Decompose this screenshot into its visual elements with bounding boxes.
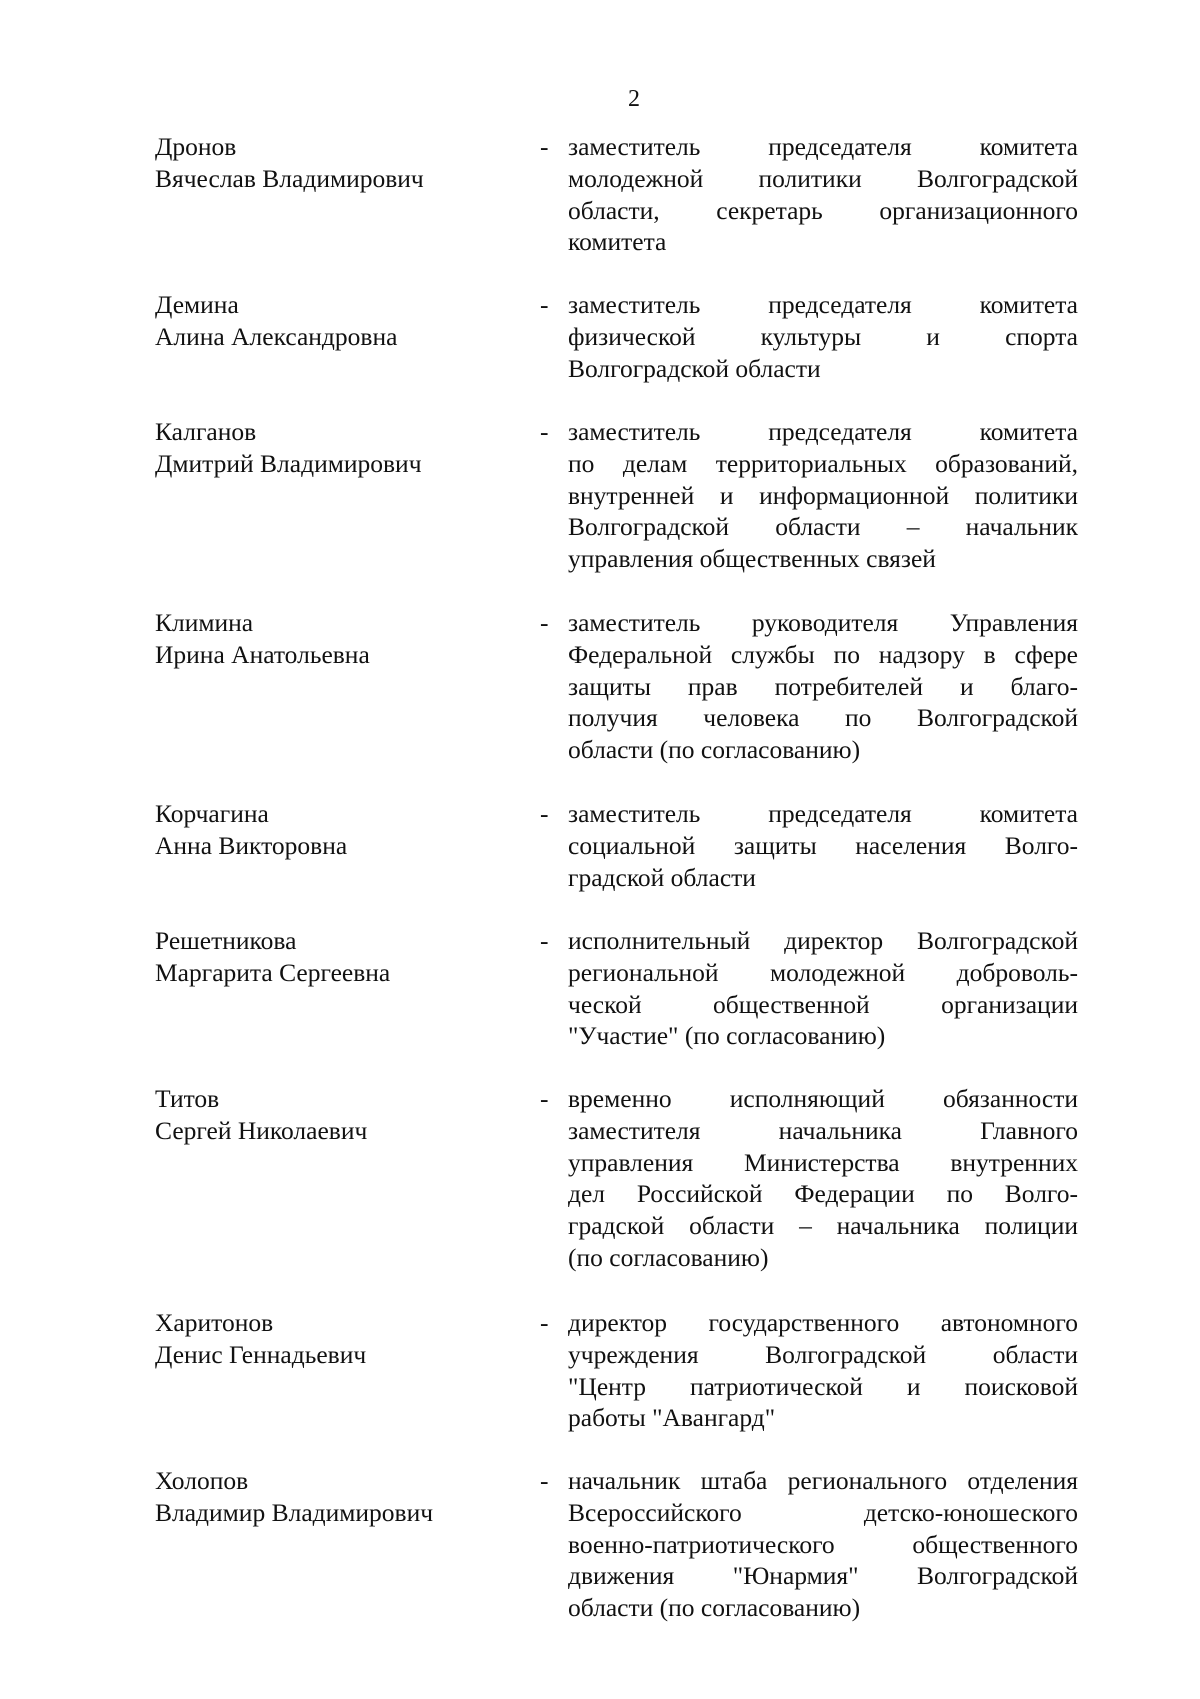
member-given-name: Маргарита Сергеевна	[155, 957, 391, 987]
position-line: военно-патриотического общественного	[568, 1529, 1078, 1559]
position-line: Федеральной службы по надзору в сфере	[568, 639, 1078, 669]
position-line: Волгоградской области – начальник	[568, 512, 1078, 542]
position-line: области (по согласованию)	[568, 1593, 861, 1623]
member-surname: Дронов	[155, 132, 237, 161]
member-surname: Холопов	[155, 1466, 249, 1495]
member-name	[155, 798, 525, 862]
position-line: области (по согласованию)	[568, 735, 861, 765]
member-surname: Титов	[155, 1084, 220, 1113]
position-line: заместитель председателя комитета	[568, 417, 1078, 446]
member-given-name: Дмитрий Владимирович	[155, 448, 422, 478]
position-line: "Участие" (по согласованию)	[568, 1021, 886, 1051]
position-line: работы "Авангард"	[568, 1403, 776, 1433]
member-position	[568, 1465, 1078, 1624]
member-position	[568, 1083, 1078, 1274]
position-line: заместитель председателя комитета	[568, 799, 1078, 828]
member-name	[155, 607, 525, 671]
separator-dash: -	[540, 926, 549, 955]
position-line: области, секретарь организационного	[568, 195, 1078, 225]
separator-dash: -	[540, 799, 549, 828]
separator-dash: -	[540, 1308, 549, 1337]
member-surname: Харитонов	[155, 1308, 274, 1337]
position-line: движения "Юнармия" Волгоградской	[568, 1561, 1078, 1591]
position-line: заместитель руководителя Управления	[568, 608, 1078, 637]
member-surname: Калганов	[155, 417, 257, 446]
position-line: молодежной политики Волгоградской	[568, 163, 1078, 193]
separator-dash: -	[540, 290, 549, 319]
member-position	[568, 1307, 1078, 1434]
member-given-name: Ирина Анатольевна	[155, 639, 370, 669]
position-line: управления Министерства внутренних	[568, 1147, 1078, 1177]
member-given-name: Вячеслав Владимирович	[155, 163, 424, 193]
separator-dash: -	[540, 608, 549, 637]
member-surname: Демина	[155, 290, 239, 319]
member-name	[155, 1083, 525, 1147]
member-given-name: Денис Геннадьевич	[155, 1339, 367, 1369]
position-line: региональной молодежной доброволь-	[568, 957, 1078, 987]
member-position	[568, 131, 1078, 258]
position-line: Всероссийского детско-юношеского	[568, 1497, 1078, 1527]
member-given-name: Алина Александровна	[155, 321, 398, 351]
position-line: заместителя начальника Главного	[568, 1115, 1078, 1145]
member-position	[568, 925, 1078, 1052]
position-line: защиты прав потребителей и благо-	[568, 671, 1078, 701]
member-given-name: Владимир Владимирович	[155, 1497, 434, 1527]
position-line: градской области	[568, 862, 756, 892]
position-line: исполнительный директор Волгоградской	[568, 926, 1078, 955]
member-name	[155, 1307, 525, 1371]
position-line: ческой общественной организации	[568, 989, 1078, 1019]
position-line: по делам территориальных образований,	[568, 448, 1078, 478]
position-line: внутренней и информационной политики	[568, 480, 1078, 510]
position-line: Волгоградской области	[568, 353, 821, 383]
position-line: временно исполняющий обязанности	[568, 1084, 1078, 1113]
member-surname: Климина	[155, 608, 254, 637]
member-position	[568, 798, 1078, 893]
position-line: учреждения Волгоградской области	[568, 1339, 1078, 1369]
position-line: директор государственного автономного	[568, 1308, 1078, 1337]
member-name	[155, 925, 525, 989]
member-given-name: Анна Викторовна	[155, 830, 348, 860]
separator-dash: -	[540, 1466, 549, 1495]
position-line: социальной защиты населения Волго-	[568, 830, 1078, 860]
separator-dash: -	[540, 1084, 549, 1113]
member-name	[155, 1465, 525, 1529]
position-line: (по согласованию)	[568, 1242, 769, 1272]
member-name	[155, 131, 525, 195]
member-name	[155, 416, 525, 480]
position-line: "Центр патриотической и поисковой	[568, 1371, 1078, 1401]
separator-dash: -	[540, 132, 549, 161]
position-line: получия человека по Волгоградской	[568, 703, 1078, 733]
member-surname: Корчагина	[155, 799, 269, 828]
position-line: дел Российской Федерации по Волго-	[568, 1179, 1078, 1209]
position-line: заместитель председателя комитета	[568, 290, 1078, 319]
member-position	[568, 289, 1078, 384]
member-surname: Решетникова	[155, 926, 297, 955]
separator-dash: -	[540, 417, 549, 446]
position-line: комитета	[568, 227, 667, 257]
position-line: управления общественных связей	[568, 544, 936, 574]
member-position	[568, 607, 1078, 766]
member-name	[155, 289, 525, 353]
member-position	[568, 416, 1078, 575]
position-line: градской области – начальника полиции	[568, 1211, 1078, 1241]
position-line: физической культуры и спорта	[568, 321, 1078, 351]
member-given-name: Сергей Николаевич	[155, 1115, 368, 1145]
position-line: заместитель председателя комитета	[568, 132, 1078, 161]
page-number: 2	[628, 86, 640, 112]
position-line: начальник штаба регионального отделения	[568, 1466, 1078, 1495]
